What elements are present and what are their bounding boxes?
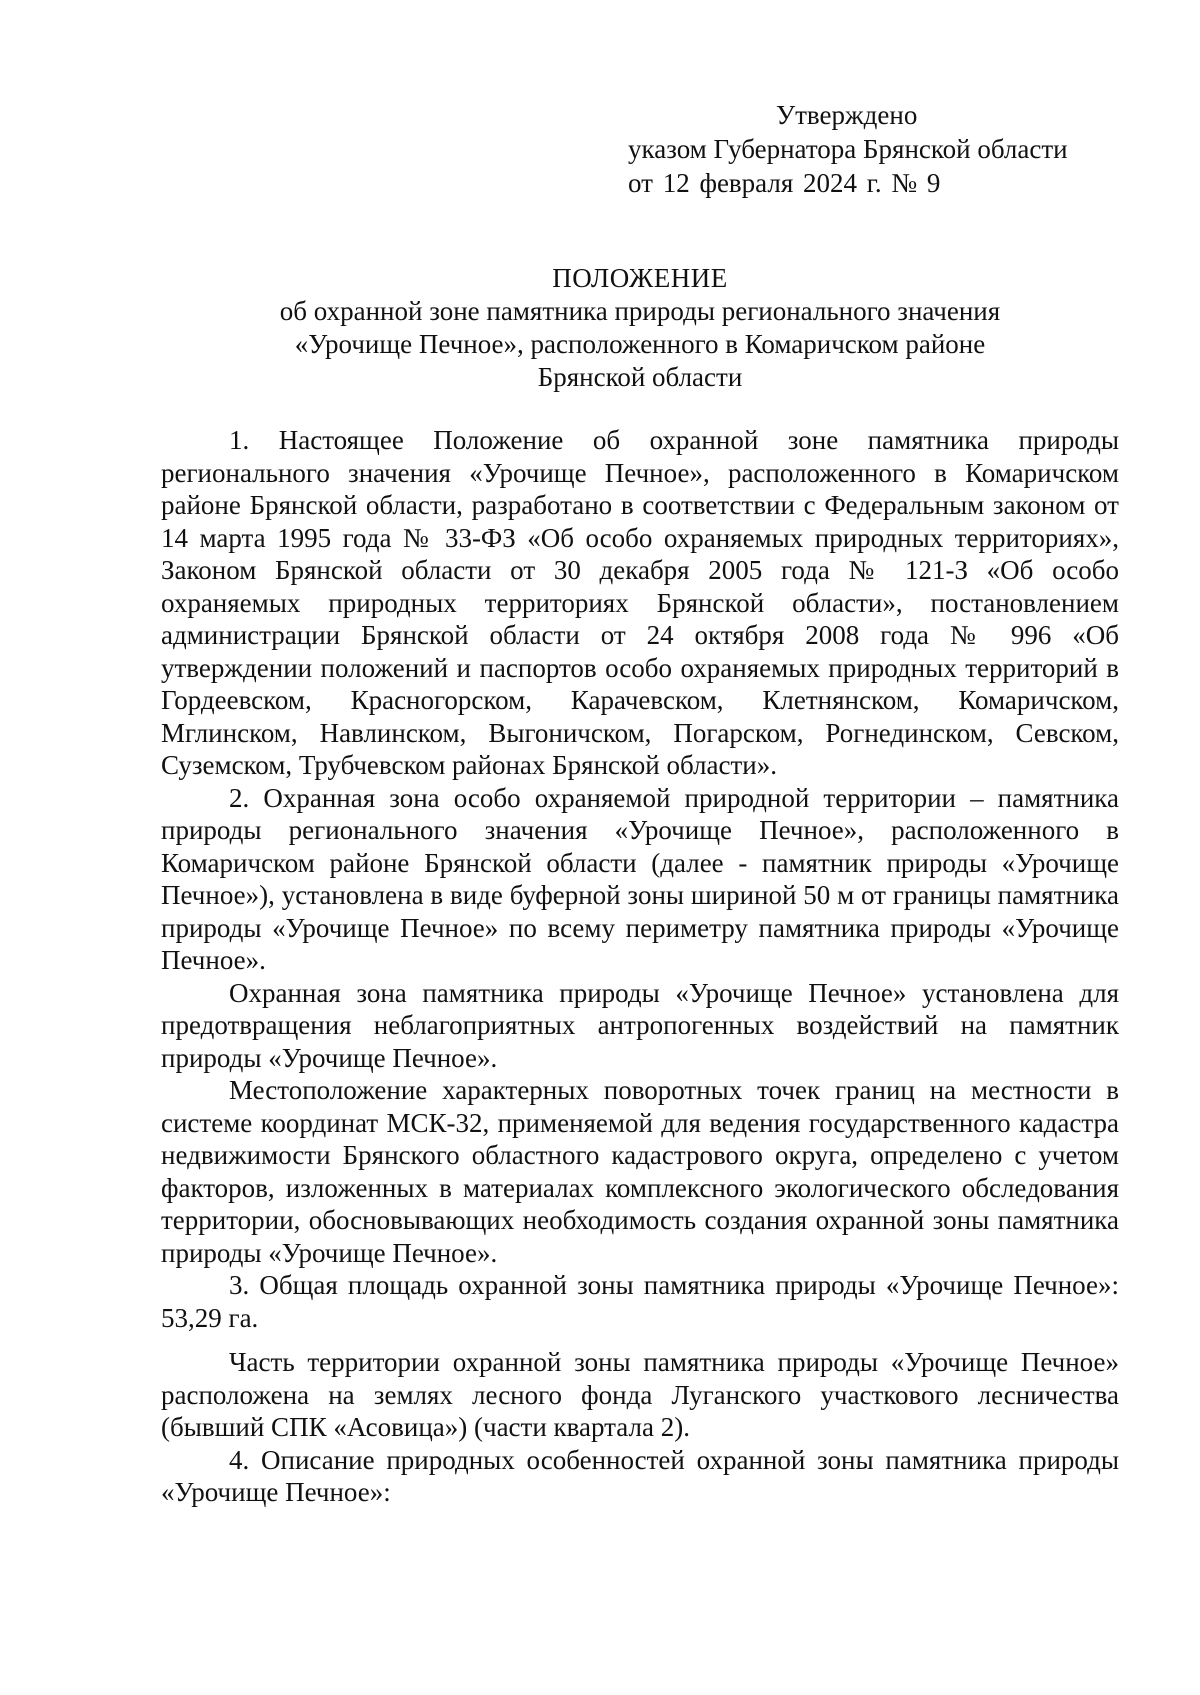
paragraph-3-forest-fund: Часть территории охранной зоны памятника природы «Урочище Печное» расположена на землях лесного фонда Луганского участкового лесничества (бывший СПК «Асовица») (части квартала 2). bbox=[161, 1347, 1119, 1442]
title-line-3: Брянской области bbox=[537, 362, 743, 392]
approval-stamp bbox=[628, 98, 1068, 200]
document-body bbox=[161, 424, 1119, 1509]
paragraph-2: 2. Охранная зона особо охраняемой природной территории – памятника природы регионального значения «Урочище Печное», расположенного в Комаричском районе Брянской области (далее - памятник природы «Урочище Печное»), установлена в виде буферной зоны шириной 50 м от границы памятника природы «Урочище Печное» по всему периметру памятника природы «Урочище Печное». bbox=[161, 782, 1119, 975]
title-heading: ПОЛОЖЕНИЕ bbox=[552, 263, 728, 293]
paragraph-4: 4. Описание природных особенностей охранной зоны памятника природы «Урочище Печное»: bbox=[161, 1444, 1119, 1507]
paragraph-2-purpose: Охранная зона памятника природы «Урочище Печное» установлена для предотвращения неблагоприятных антропогенных воздействий на памятник природы «Урочище Печное». bbox=[161, 977, 1119, 1073]
paragraph-3: 3. Общая площадь охранной зоны памятника природы «Урочище Печное»: 53,29 га. bbox=[161, 1270, 1119, 1333]
paragraph-1: 1. Настоящее Положение об охранной зоне памятника природы регионального значения «Урочище Печное», расположенного в Комаричском районе Брянской области, разработано в соответствии с Федеральным законом от 14 марта 1995 года № 33-ФЗ «Об особо охраняемых природных территориях», Законом Брянской области от 30 декабря 2005 года № 121-З «Об особо охраняемых природных территориях Брянской области», постановлением администрации Брянской области от 24 октября 2008 года № 996 «Об утверждении положений и паспортов особо охраняемых природных территорий в Гордеевском, Красногорском, Карачевском, Клетнянском, Комаричском, Мглинском, Навлинском, Выгоничском, Погарском, Рогнединском, Севском, Суземском, Трубчевском районах Брянской области». bbox=[161, 425, 1119, 780]
approval-line-date-number: от 12 февраля 2024 г. № 9 bbox=[628, 168, 941, 198]
document-title bbox=[160, 262, 1120, 394]
title-line-2: «Урочище Печное», расположенного в Комаричском районе bbox=[294, 329, 986, 359]
approval-line-decree: указом Губернатора Брянской области bbox=[628, 134, 1068, 164]
title-line-1: об охранной зоне памятника природы регионального значения bbox=[279, 296, 1001, 326]
approval-line-approved: Утверждено bbox=[776, 100, 918, 130]
paragraph-2-location: Местоположение характерных поворотных точек границ на местности в системе координат МСК-32, применяемой для ведения государственного кадастра недвижимости Брянского областного кадастрового округа, определено с учетом факторов, изложенных в материалах комплексного экологического обследования территории, обосновывающих необходимость создания охранной зоны памятника природы «Урочище Печное». bbox=[161, 1075, 1119, 1268]
